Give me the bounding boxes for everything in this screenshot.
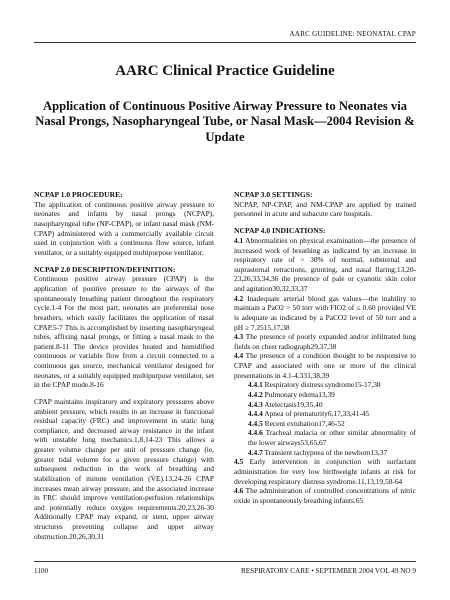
indication-4-6	[234, 486, 416, 505]
sub-indication-4-4-4	[248, 409, 416, 419]
journal-citation: RESPIRATORY CARE • SEPTEMBER 2004 VOL 49 NO 9	[240, 567, 416, 575]
indication-text: The presence of a condition thought to be responsive to CPAP and associated with one or more of the clinical presentations in 4.1-4.331,38,39	[234, 351, 416, 380]
right-column	[234, 190, 416, 505]
sub-indication-number: 4.4.3	[248, 399, 263, 409]
procedure-text: The application of continuous positive airway pressure to neonates and infants by nasal prongs (NCPAP), nasopharyngeal tube (NP-CPAP), or infant nasal mask (NM-CPAP) administered with a commercially available circuit used in conjunction with a continuous flow source, infant ventilator, or a suitably equipped multipurpose ventilator.	[34, 199, 214, 257]
running-head: AARC GUIDELINE: NEONATAL CPAP	[289, 30, 416, 38]
cpap-text: CPAP maintains inspiratory and expiratory pressures above ambient pressure, which results in an increase in functional residual capacity (FRC) and improvement in static lung compliance, and decreased airway resistance in the infant with unstable lung mechanics.1,8,14-23 This allows a greater volume change per unit of pressure change (ie, greater tidal volume for a given pressure change) with subsequent reduction in the work of breathing and stabilization of minute ventilation (V̇E).13,24-26 CPAP increases mean airway pressure, and the associated increase in FRC should improve ventilation-perfusion relationships and potentially reduce oxygen requirements.20,23,26-30 Additionally CPAP may expand, or stent, upper airway structures preventing collapse and upper airway obstruction.20,26,30,31	[34, 396, 214, 541]
indication-text: Early intervention in conjunction with surfactant administration for very low birthweight infants at risk for developing respiratory distress syndrome.11,13,19,58-64	[234, 457, 416, 486]
page-subtitle: Application of Continuous Positive Airway Pressure to Neonates via Nasal Prongs, Nasopharyngeal Tube, or Nasal Mask—2004 Revision & Update	[35, 99, 415, 144]
sub-indication-number: 4.4.1	[248, 380, 263, 390]
indication-text: The presence of poorly expanded and/or infiltrated lung fields on chest radiograph29,37,38	[234, 332, 417, 351]
sub-indication-text: Atelectasis19,35,40	[264, 399, 323, 409]
page-number: 1100	[34, 567, 49, 575]
settings-heading: NCPAP 3.0 SETTINGS:	[234, 190, 313, 199]
sub-indication-number: 4.4.4	[248, 409, 263, 419]
sub-indication-number: 4.4.6	[248, 428, 263, 438]
indication-number: 4.4	[234, 351, 244, 361]
indication-number: 4.1	[234, 235, 244, 245]
header-rule	[34, 42, 416, 43]
indication-4-4	[234, 351, 416, 380]
sub-indication-text: Transient tachypnea of the newborn13,37	[264, 447, 388, 457]
sub-indication-4-4-5	[248, 419, 416, 429]
sub-indication-4-4-3	[248, 400, 416, 410]
sub-indication-4-4-7	[248, 448, 416, 458]
definition-heading: NCPAP 2.0 DESCRIPTION/DEFINITION:	[34, 264, 176, 274]
indication-4-1	[234, 236, 416, 294]
indication-4-3	[234, 332, 416, 351]
settings-text: NCPAP, NP-CPAP, and NM-CPAP are applied by trained personnel in acute and subacute care hospitals.	[234, 199, 416, 219]
indication-text: The administration of controlled concentrations of nitric oxide in spontaneously breathing infants.65	[234, 486, 416, 505]
footer-rule	[34, 561, 416, 562]
indication-number: 4.6	[234, 486, 244, 496]
indication-number: 4.5	[234, 457, 244, 467]
sub-indication-text: Respiratory distress syndrome15-17,38	[264, 380, 381, 390]
indication-4-2	[234, 294, 416, 333]
sub-indication-text: Apnea of prematurity6,17,33,41-45	[264, 409, 370, 419]
sub-indication-4-4-6	[248, 428, 416, 447]
left-column	[34, 190, 214, 548]
procedure-heading: NCPAP 1.0 PROCEDURE:	[34, 190, 123, 199]
indication-number: 4.3	[234, 332, 244, 342]
sub-indication-text: Tracheal malacia or other similar abnormality of the lower airways53,65,67	[248, 428, 416, 448]
sub-indication-4-4-2	[248, 390, 416, 400]
sub-indication-number: 4.4.5	[248, 418, 263, 428]
sub-indication-number: 4.4.7	[248, 447, 263, 457]
definition-text: Continuous positive airway pressure (CPAP) is the application of positive pressure to the airways of the spontaneously breathing patient throughout the respiratory cycle.1-4 For the most part, neonates are preferential nose breathers, which easily facilitates the application of nasal CPAP.5-7 This is accomplished by inserting nasopharyngeal tubes, affixing nasal prongs, or fitting a nasal mask to the patient.8-11 The device provides heated and humidified continuous or variable flow from a circuit connected to a continuous gas source, mechanical ventilator designed for neonates, or a suitably equipped multipurpose ventilator, set in the CPAP mode.8-16	[34, 274, 214, 390]
page-title: AARC Clinical Practice Guideline	[115, 63, 335, 79]
indication-4-5	[234, 457, 416, 486]
sub-indication-text: Recent extubation17,46-52	[264, 418, 345, 428]
indications-heading: NCPAP 4.0 INDICATIONS:	[234, 226, 326, 236]
sub-indication-number: 4.4.2	[248, 389, 263, 399]
indication-number: 4.2	[234, 293, 244, 303]
sub-indication-4-4-1	[248, 380, 416, 390]
indication-text: Inadequate arterial blood gas values—the inability to maintain a PaO2 > 50 torr with FIO2 of ≤ 0.60 provided V̇E is adequate as indicated by a PaCO2 level of 50 torr and a pH ≥ 7.2515,17,38	[234, 293, 417, 332]
indication-text: Abnormalities on physical examination—the presence of increased work of breathing as indicated by an increase in respiratory rate of > 30% of normal, substernal and suprasternal retractions, grunting, and nasal flaring;13,20-23,26,33,34,36 the presence of pale or cyanotic skin color and agitation30,32,33,37	[234, 235, 416, 294]
sub-indication-text: Pulmonary edema13,39	[264, 389, 335, 399]
